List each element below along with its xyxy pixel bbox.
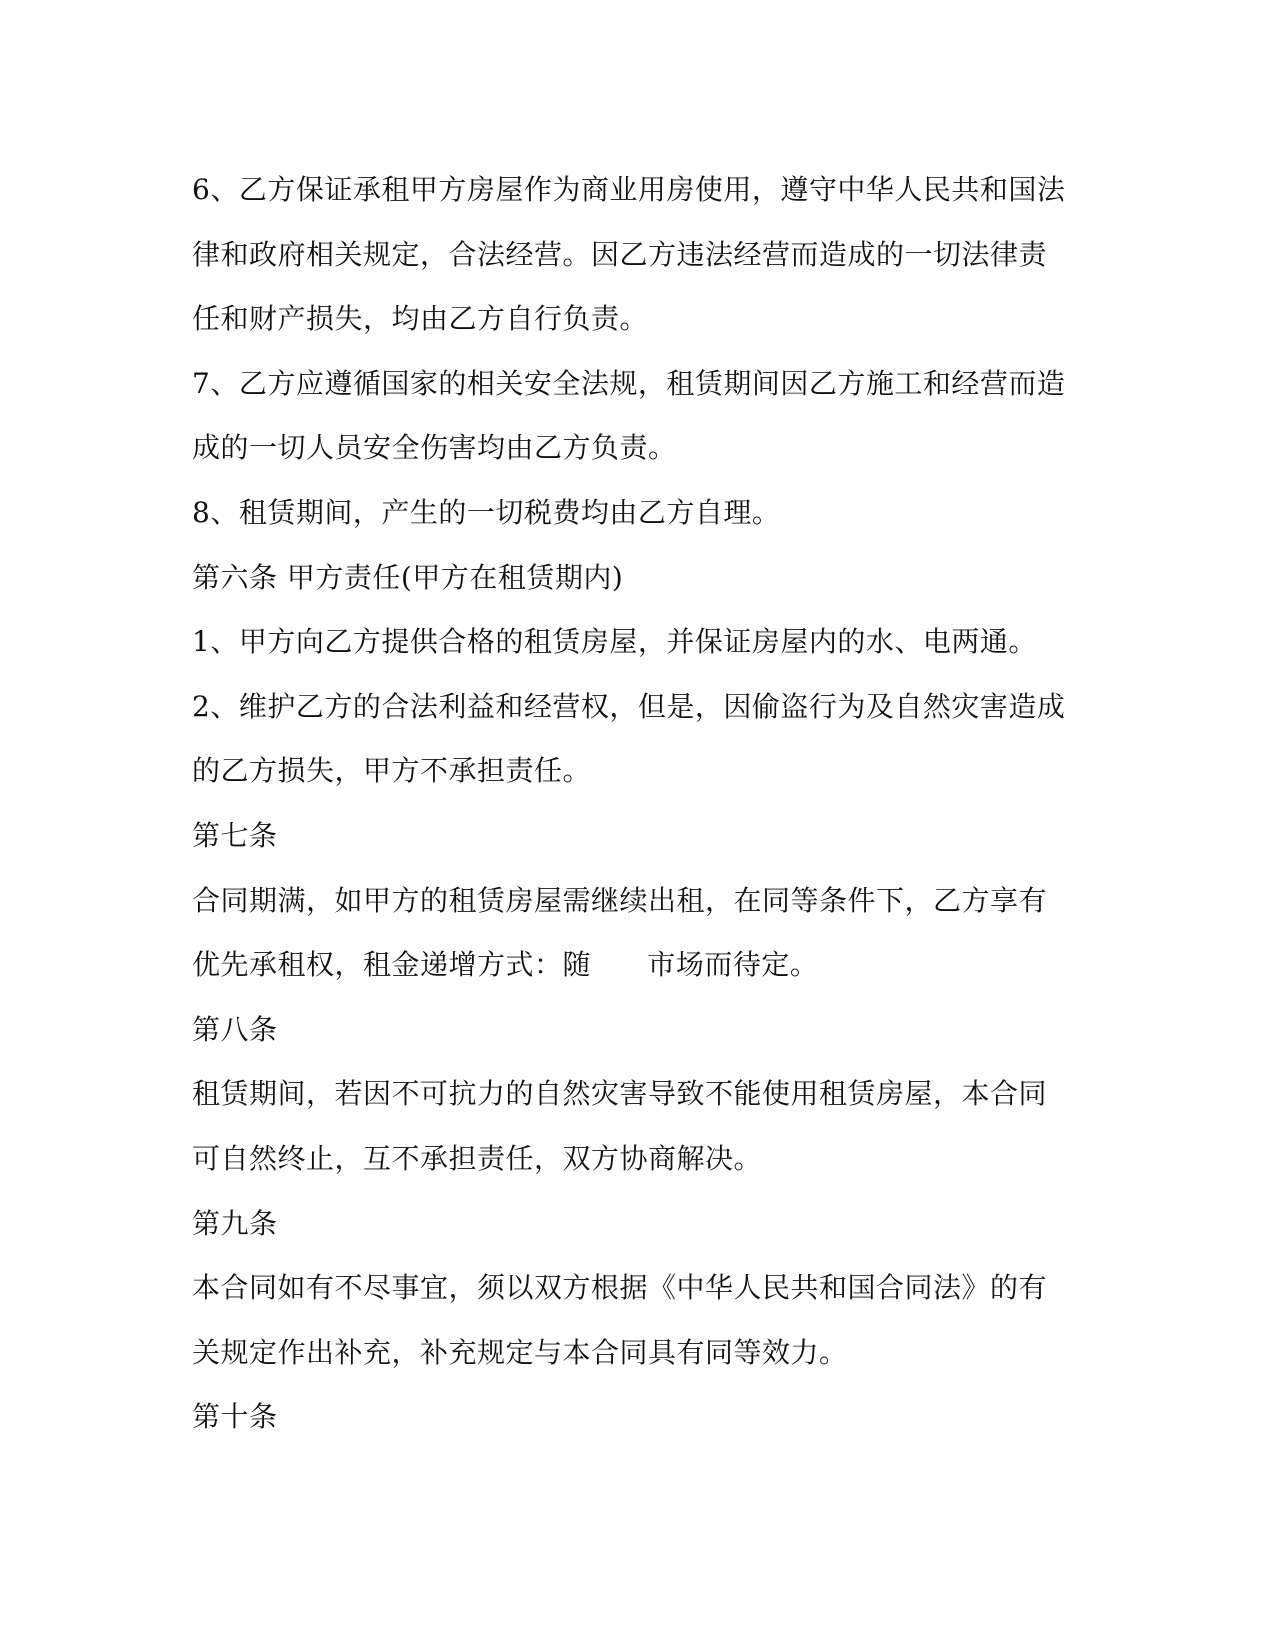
text-line: 成的一切人员安全伤害均由乙方负责。 [192, 431, 677, 465]
text-line: 关规定作出补充，补充规定与本合同具有同等效力。 [192, 1335, 848, 1369]
text-line: 的乙方损失，甲方不承担责任。 [192, 754, 592, 788]
section-heading: 第六条 甲方责任(甲方在租赁期内) [192, 560, 624, 594]
section-heading: 第八条 [192, 1012, 278, 1046]
text-line: 律和政府相关规定，合法经营。因乙方违法经营而造成的一切法律责 [192, 237, 1048, 271]
section-heading: 第九条 [192, 1206, 278, 1240]
text-line: 1、甲方向乙方提供合格的租赁房屋，并保证房屋内的水、电两通。 [192, 625, 1037, 659]
text-line: 合同期满，如甲方的租赁房屋需继续出租，在同等条件下，乙方享有 [192, 883, 1048, 917]
text-line: 优先承租权，租金递增方式：随 市场而待定。 [192, 948, 819, 982]
text-line: 8、租赁期间，产生的一切税费均由乙方自理。 [192, 495, 781, 529]
section-heading: 第十条 [192, 1400, 278, 1434]
text-line: 本合同如有不尽事宜，须以双方根据《中华人民共和国合同法》的有 [192, 1271, 1048, 1305]
document-body [192, 158, 1092, 1450]
text-line: 6、乙方保证承租甲方房屋作为商业用房使用，遵守中华人民共和国法 [192, 173, 1066, 206]
text-line: 可自然终止，互不承担责任，双方协商解决。 [192, 1141, 763, 1175]
text-line: 租赁期间，若因不可抗力的自然灾害导致不能使用租赁房屋，本合同 [192, 1077, 1048, 1111]
text-line: 7、乙方应遵循国家的相关安全法规，租赁期间因乙方施工和经营而造 [192, 366, 1066, 400]
text-line: 2、维护乙方的合法利益和经营权，但是，因偷盗行为及自然灾害造成 [192, 689, 1066, 723]
section-heading: 第七条 [192, 818, 278, 852]
text-line: 任和财产损失，均由乙方自行负责。 [192, 302, 649, 336]
